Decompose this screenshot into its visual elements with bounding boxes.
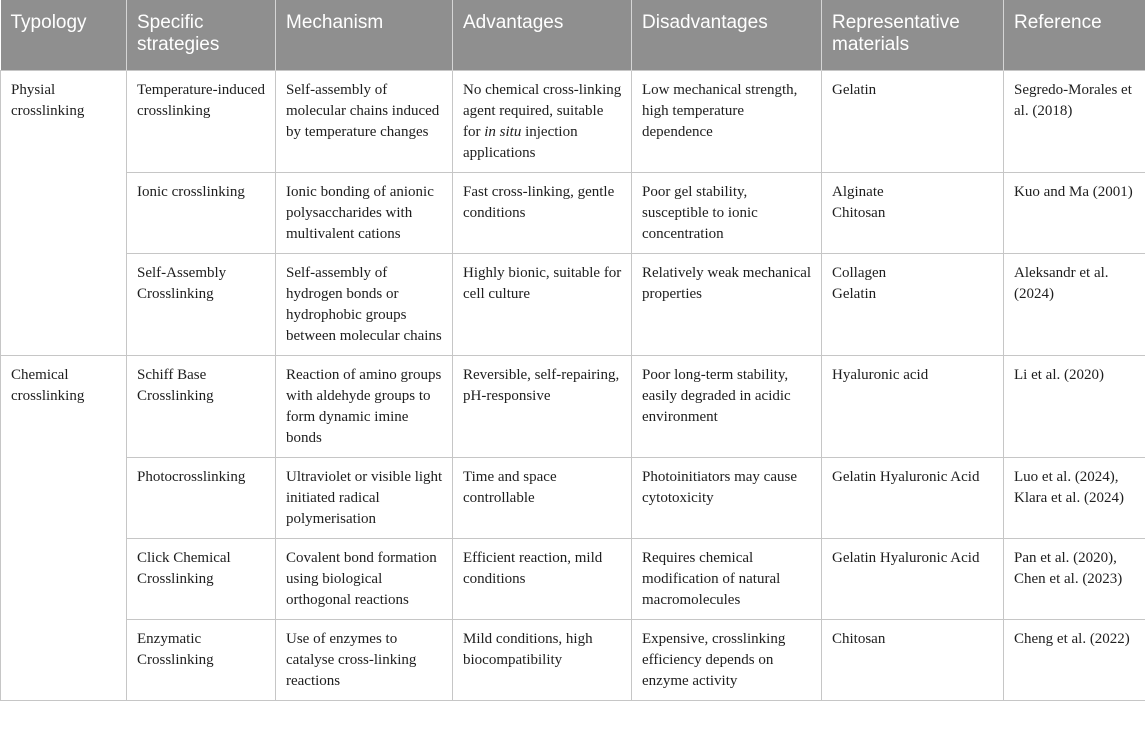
cell-disadvantages: Photoinitiators may cause cytotoxicity [632,458,822,539]
advantages-text: Fast cross-linking, gentle conditions [463,184,615,221]
table-row [1,254,1145,356]
cell-mechanism: Covalent bond formation using biological orthogonal reactions [276,539,453,620]
advantages-text: Efficient reaction, mild conditions [463,550,603,587]
material-name: Gelatin [832,286,877,302]
cell-disadvantages: Expensive, crosslinking efficiency depends on enzyme activity [632,620,822,701]
advantages-text: No chemical cross-linking agent required, suitable for [463,82,622,140]
table-row [1,356,1145,458]
cell-strategy: Click Chemical Crosslinking [127,539,276,620]
advantages-text: Reversible, self-repairing, pH-responsive [463,367,620,404]
advantages-text: Time and space controllable [463,469,557,506]
advantages-emphasis: in situ [484,124,522,140]
cell-reference: Luo et al. (2024), Klara et al. (2024) [1004,458,1145,539]
cell-materials [822,620,1004,701]
cell-strategy: Enzymatic Crosslinking [127,620,276,701]
cell-disadvantages: Low mechanical strength, high temperature dependence [632,71,822,173]
cell-strategy: Self-Assembly Crosslinking [127,254,276,356]
table-row [1,539,1145,620]
material-name: Gelatin Hyaluronic Acid [832,550,980,566]
cell-advantages [453,173,632,254]
table-header [1,0,1145,71]
cell-advantages [453,620,632,701]
cell-advantages [453,356,632,458]
material-name: Gelatin [832,82,877,98]
advantages-text: Mild conditions, high biocompatibility [463,631,593,668]
cell-mechanism: Use of enzymes to catalyse cross-linking reactions [276,620,453,701]
cell-materials [822,539,1004,620]
cell-advantages [453,539,632,620]
table-row [1,71,1145,173]
table-body [1,71,1145,701]
cell-strategy: Temperature-induced crosslinking [127,71,276,173]
cell-reference: Kuo and Ma (2001) [1004,173,1145,254]
table-row [1,458,1145,539]
header-row [1,0,1145,71]
header-reference: Reference [1004,0,1145,71]
cell-reference: Cheng et al. (2022) [1004,620,1145,701]
material-name: Collagen [832,265,887,281]
material-name: Chitosan [832,205,886,221]
material-name: Alginate [832,184,884,200]
header-advantages: Advantages [453,0,632,71]
material-name: Chitosan [832,631,886,647]
cell-typology: Chemical crosslinking [1,356,127,701]
cell-reference: Aleksandr et al. (2024) [1004,254,1145,356]
cell-advantages [453,254,632,356]
cell-mechanism: Self-assembly of hydrogen bonds or hydrophobic groups between molecular chains [276,254,453,356]
cell-typology: Physial crosslinking [1,71,127,356]
cell-materials [822,356,1004,458]
cell-reference: Pan et al. (2020), Chen et al. (2023) [1004,539,1145,620]
cell-disadvantages: Relatively weak mechanical properties [632,254,822,356]
table-row [1,620,1145,701]
cell-reference: Li et al. (2020) [1004,356,1145,458]
cell-disadvantages: Poor gel stability, susceptible to ionic concentration [632,173,822,254]
material-name: Hyaluronic acid [832,367,929,383]
header-mechanism: Mechanism [276,0,453,71]
cell-materials [822,458,1004,539]
cell-mechanism: Reaction of amino groups with aldehyde groups to form dynamic imine bonds [276,356,453,458]
cell-reference: Segredo-Morales et al. (2018) [1004,71,1145,173]
cell-advantages [453,71,632,173]
cell-strategy: Photocrosslinking [127,458,276,539]
cell-strategy: Schiff Base Crosslinking [127,356,276,458]
advantages-text: Highly bionic, suitable for cell culture [463,265,622,302]
cell-mechanism: Ultraviolet or visible light initiated radical polymerisation [276,458,453,539]
header-typology: Typology [1,0,127,71]
header-disadvantages: Disadvantages [632,0,822,71]
cell-mechanism: Ionic bonding of anionic polysaccharides with multivalent cations [276,173,453,254]
cell-advantages [453,458,632,539]
cell-materials [822,173,1004,254]
cell-mechanism: Self-assembly of molecular chains induced by temperature changes [276,71,453,173]
cell-materials [822,71,1004,173]
cell-strategy: Ionic crosslinking [127,173,276,254]
header-representative-materials: Representative materials [822,0,1004,71]
table-row [1,173,1145,254]
header-specific-strategies: Specific strategies [127,0,276,71]
cell-disadvantages: Requires chemical modification of natural macromolecules [632,539,822,620]
cell-materials [822,254,1004,356]
advantages-text-end: injection applications [463,124,578,161]
cell-disadvantages: Poor long-term stability, easily degraded in acidic environment [632,356,822,458]
material-name: Gelatin Hyaluronic Acid [832,469,980,485]
